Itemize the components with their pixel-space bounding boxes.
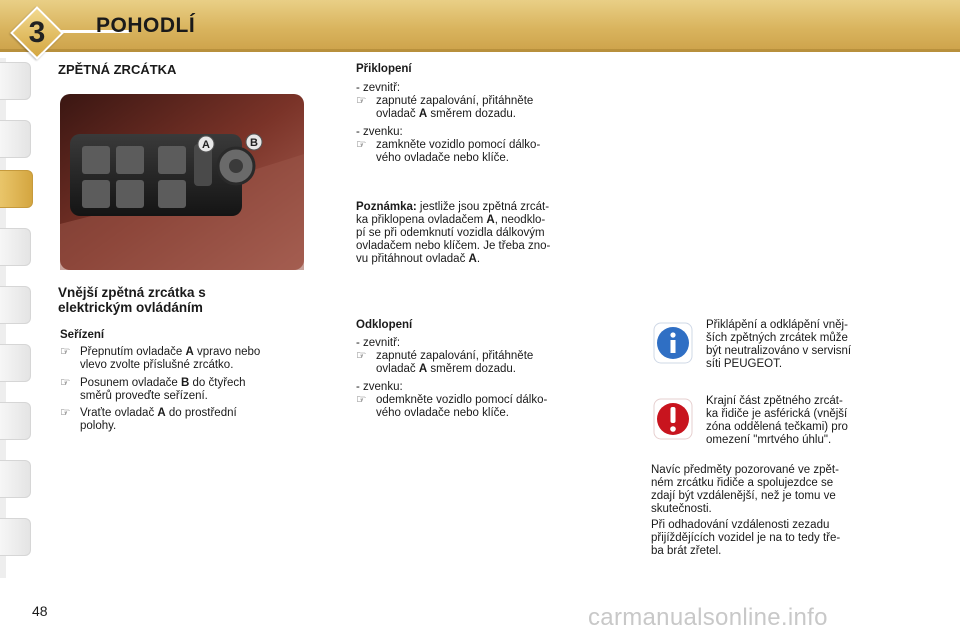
pointer-icon: ☞ [60,377,71,389]
unfold-outside-label: - zvenku: [356,381,403,393]
mirror-distance-paragraph [651,464,904,516]
warning-text: ka řidiče je asférická (vnější [706,408,848,420]
subsection-heading-line-2: elektrickým ovládáním [58,300,203,315]
chapter-tab-3[interactable] [0,170,33,208]
chapter-tab-2[interactable] [0,120,31,158]
fold-outside-label: - zvenku: [356,126,403,138]
warning-note [706,395,904,447]
chapter-tabs [0,58,34,578]
body-text: Při odhadování vzdálenosti zezadu [651,519,830,531]
info-icon [653,322,693,364]
info-note [706,319,904,371]
pointer-icon: ☞ [356,95,367,107]
control-key: A [185,346,194,358]
adjust-item-text: do prostřední [165,407,237,419]
chapter-tab-7[interactable] [0,402,31,440]
adjust-title: Seřízení [60,329,105,341]
pointer-icon: ☞ [356,139,367,151]
control-key: A [157,407,166,419]
instruction-text: vého ovladače nebo klíče. [376,152,509,164]
chapter-tab-9[interactable] [0,518,31,556]
mirror-control-photo [60,94,304,270]
info-text: být neutralizováno v servisní [706,345,852,357]
adjust-item-text: vpravo nebo [193,346,261,358]
control-key: A [468,253,477,265]
instruction-text: vého ovladače nebo klíče. [376,407,509,419]
chapter-tab-8[interactable] [0,460,31,498]
subsection-heading-line-1: Vnější zpětná zrcátka s [58,285,206,300]
note-paragraph [356,201,606,266]
adjust-item-text: do čtyřech [189,377,246,389]
control-key: A [418,363,428,375]
adjust-item-text: polohy. [80,420,117,432]
instruction-text: směrem dozadu. [427,108,517,120]
note-text: ka přiklopena ovladačem [356,214,487,226]
body-text: Navíc předměty pozorované ve zpět- [651,464,839,476]
distance-estimate-paragraph [651,519,904,558]
pointer-icon: ☞ [356,350,367,362]
page-number: 48 [32,603,48,619]
chapter-tab-4[interactable] [0,228,31,266]
pointer-icon: ☞ [60,346,71,358]
chapter-number: 3 [28,16,46,49]
fold-inside-label: - zevnitř: [356,82,401,94]
instruction-text: zapnuté zapalování, přitáhněte [376,350,534,362]
instruction-text: zapnuté zapalování, přitáhněte [376,95,534,107]
unfold-title: Odklopení [356,319,413,331]
adjust-item-text: Posunem ovladače [80,377,182,389]
note-text: . [476,253,481,265]
note-text: ovladačem nebo klíčem. Je třeba zno- [356,240,551,252]
watermark: carmanualsonline.info [588,604,828,631]
pointer-icon: ☞ [60,407,71,419]
control-key: B [181,377,190,389]
note-text: pí se při odemknutí vozidla dálkovým [356,227,545,239]
fold-title: Přiklopení [356,63,412,75]
warning-icon [653,398,693,440]
adjust-item-text: směrů proveďte seřízení. [80,390,208,402]
instruction-text: odemkněte vozidlo pomocí dálko- [376,394,548,406]
info-text: síti PEUGEOT. [706,358,783,370]
unfold-inside-label: - zevnitř: [356,337,401,349]
chapter-title: POHODLÍ [96,14,196,37]
control-label-b: B [250,137,258,149]
body-text: přijíždějících vozidel je na to tedy tře- [651,532,841,544]
body-text: skutečnosti. [651,503,712,515]
note-label: Poznámka: [356,201,417,213]
note-text: jestliže jsou zpětná zrcát- [416,201,550,213]
subsection-heading [58,285,298,315]
info-text: Přiklápění a odklápění vněj- [706,319,848,331]
note-text: , neodklo- [494,214,546,226]
pointer-icon: ☞ [356,394,367,406]
instruction-text: zamkněte vozidlo pomocí dálko- [376,139,541,151]
warning-text: Krajní část zpětného zrcát- [706,395,843,407]
note-text: vu přitáhnout ovladač [356,253,469,265]
warning-text: zóna oddělená tečkami) pro [706,421,848,433]
chapter-tab-6[interactable] [0,344,31,382]
adjust-item-text: Vraťte ovladač [80,407,158,419]
adjust-item-text: vlevo zvolte příslušné zrcátko. [80,359,234,371]
adjust-item-text: Přepnutím ovladače [80,346,186,358]
instruction-text: směrem dozadu. [427,363,517,375]
control-label-a: A [202,139,210,151]
body-text: ba brát zřetel. [651,545,722,557]
section-heading: ZPĚTNÁ ZRCÁTKA [58,62,177,77]
warning-text: omezení "mrtvého úhlu". [706,434,832,446]
instruction-text: ovladač [376,108,419,120]
control-key: A [418,108,428,120]
body-text: ném zrcátku řidiče a spolujezdce se [651,477,834,489]
chapter-tab-5[interactable] [0,286,31,324]
instruction-text: ovladač [376,363,419,375]
control-key: A [486,214,495,226]
body-text: zdají být vzdálenější, než je tomu ve [651,490,836,502]
chapter-tab-1[interactable] [0,62,31,100]
info-text: ších zpětných zrcátek může [706,332,848,344]
